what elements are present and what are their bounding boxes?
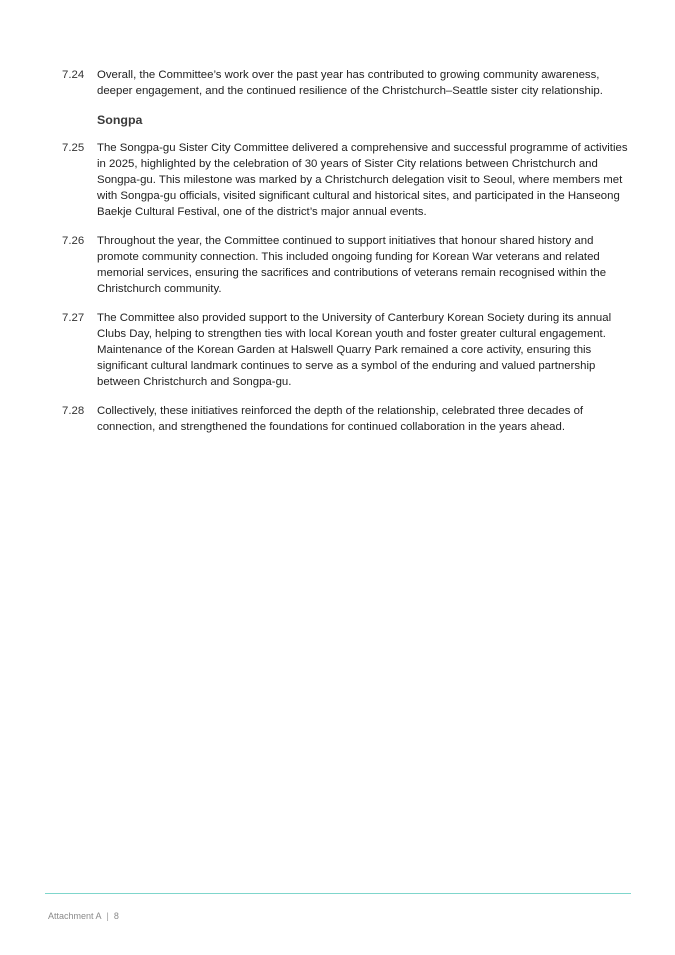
paragraph-7-25	[62, 140, 632, 220]
footer-divider	[45, 893, 631, 894]
paragraph-number: 7.28	[62, 405, 85, 417]
paragraph-number: 7.26	[62, 235, 85, 247]
paragraph-7-27	[62, 310, 632, 390]
paragraph-text: Throughout the year, the Committee continued to support initiatives that honour shared history and promote community connection. This included ongoing funding for Korean War veterans and related memorial services, ensuring the sacrifices and contributions of veterans remain recognised within the Christchurch community.	[97, 235, 607, 295]
paragraph-7-26	[62, 233, 632, 297]
footer-attachment-label: Attachment A	[48, 911, 102, 921]
footer-separator: |	[106, 911, 109, 921]
paragraph-7-28	[62, 403, 632, 435]
paragraph-text: Collectively, these initiatives reinforced the depth of the relationship, celebrated three decades of connection, and strengthened the foundations for continued collaboration in the years ahead.	[97, 405, 584, 433]
document-body	[62, 67, 632, 448]
paragraph-number: 7.27	[62, 312, 85, 324]
paragraph-7-24	[62, 67, 632, 99]
section-heading-songpa: Songpa	[97, 113, 143, 127]
footer-page-number: 8	[113, 911, 119, 921]
paragraph-number: 7.24	[62, 69, 85, 81]
paragraph-number: 7.25	[62, 142, 85, 154]
paragraph-text: The Committee also provided support to the University of Canterbury Korean Society during its annual Clubs Day, helping to strengthen ties with local Korean youth and foster greater cultural engagement. Maintenance of the Korean Garden at Halswell Quarry Park remained a core activity, ensuring this significant cultural landmark continues to serve as a symbol of the enduring and valued partnership between Christchurch and Songpa-gu.	[97, 312, 612, 388]
page-footer	[48, 910, 119, 922]
paragraph-text: Overall, the Committee’s work over the past year has contributed to growing community awareness, deeper engagement, and the continued resilience of the Christchurch–Seattle sister city relationship.	[97, 69, 603, 97]
paragraph-text: The Songpa-gu Sister City Committee delivered a comprehensive and successful programme of activities in 2025, highlighted by the celebration of 30 years of Sister City relations between Christchurch and Songpa-gu. This milestone was marked by a Christchurch delegation visit to Seoul, where members met with Songpa-gu officials, visited significant cultural and historical sites, and participated in the Hanseong Baekje Cultural Festival, one of the district’s major annual events.	[97, 142, 628, 218]
